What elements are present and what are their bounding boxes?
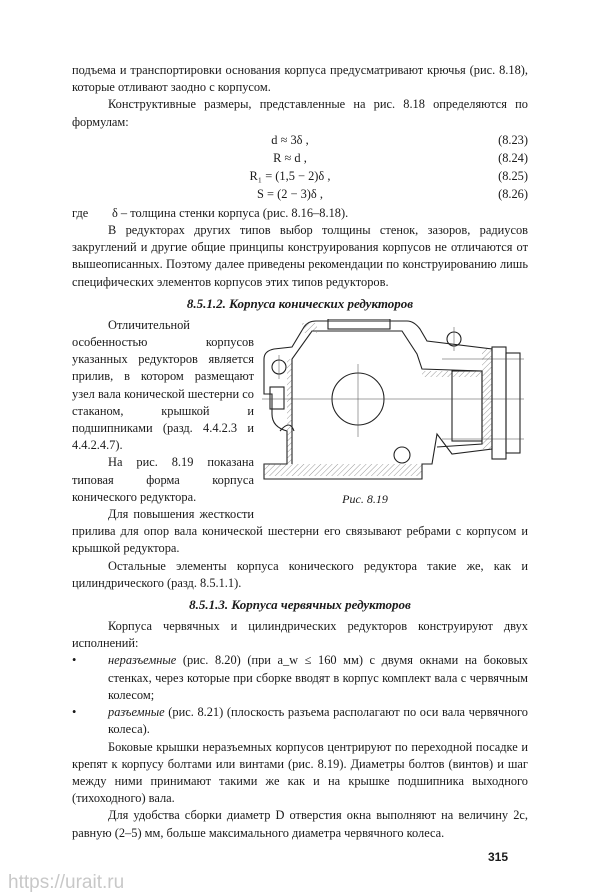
formula: R₁ = (1,5 − 2)δ , — [249, 169, 331, 184]
formula-row — [72, 150, 528, 168]
where-text: δ – толщина стенки корпуса (рис. 8.16–8.18). — [112, 205, 349, 220]
list-item — [72, 652, 528, 704]
formula-number: (8.24) — [498, 151, 528, 166]
bullet-icon: • — [72, 705, 77, 720]
formula: d ≈ 3δ , — [271, 133, 309, 148]
paragraph: Для удобства сборки диаметр D отверстия окна выполняют на величину 2c, равную (2–5) мм, больше максимального диаметра червячного колеса. — [72, 808, 528, 840]
paragraph: Для повышения жесткости прилива для опор вала конической шестерни его связывают ребрами с корпусом и крышкой редуктора. — [72, 507, 528, 556]
paragraph: подъема и транспортировки основания корпуса предусматривают крючья (рис. 8.18), которые отливают заодно с корпусом. — [72, 63, 528, 95]
bullet-icon: • — [72, 653, 77, 668]
formula-number: (8.25) — [498, 169, 528, 184]
paragraph: Остальные элементы корпуса конического редуктора такие же, как и цилиндрического (разд. 8.5.1.1). — [72, 558, 528, 590]
list-term: неразъемные — [108, 653, 177, 668]
list-term: разъемные — [108, 705, 165, 720]
watermark: https://urait.ru — [8, 872, 125, 893]
paragraph: В редукторах других типов выбор толщины стенок, зазоров, радиусов закруглений и другие общие принципы конструирования корпусов не отличаются от вышеописанных. Поэтому далее приведены рекомендации по конструированию лишь специфических элементов корпусов этих типов редукторов. — [72, 223, 528, 289]
gearbox-housing-drawing — [262, 319, 528, 491]
where-line — [72, 205, 528, 222]
section-heading: 8.5.1.3. Корпуса червячных редукторов — [189, 597, 411, 613]
paragraph: Отличительной особенностью корпусов указанных редукторов является прилив, в котором размещают узел вала конической шестерни со стаканом, крышкой и подшипниками (разд. 4.4.2.3 и 4.4.2.4.7). — [72, 317, 254, 453]
where-label: где — [72, 205, 89, 220]
figure-8-19 — [262, 319, 528, 507]
formula: S = (2 − 3)δ , — [257, 187, 323, 202]
section-heading: 8.5.1.2. Корпуса конических редукторов — [186, 295, 414, 311]
figure-caption: Рис. 8.19 — [342, 491, 388, 506]
paragraph: Боковые крышки неразъемных корпусов центрируют по переходной посадке и крепят к корпусу болтами или винтами (рис. 8.19). Диаметры болтов (винтов) и шаг между ними принимают такими же как и на крышке подшипника выходного (тихоходного) вала. — [72, 739, 528, 806]
formula-block — [72, 132, 528, 204]
formula-number: (8.23) — [498, 133, 528, 148]
page-body — [72, 62, 528, 842]
page-number: 315 — [488, 850, 509, 864]
paragraph: Корпуса червячных и цилиндрических редукторов конструируют двух исполнений: — [72, 619, 528, 651]
paragraph: На рис. 8.19 показана типовая форма корпуса конического редуктора. — [72, 455, 254, 504]
figure-section — [72, 317, 528, 558]
list-text: (рис. 8.20) (при a_w ≤ 160 мм) с двумя окнами на боковых стенках, через которые при сборке вводят в корпус комплект вала с червячным колесом; — [108, 653, 528, 702]
formula-number: (8.26) — [498, 187, 528, 202]
formula-row — [72, 168, 528, 186]
paragraph: Конструктивные размеры, представленные на рис. 8.18 определяются по формулам: — [72, 97, 528, 129]
bullet-list — [72, 652, 528, 738]
list-text: (рис. 8.21) (плоскость разъема располагают по оси вала червячного колеса). — [108, 705, 528, 737]
formula: R ≈ d , — [273, 151, 307, 166]
list-item — [72, 704, 528, 738]
formula-row — [72, 132, 528, 150]
formula-row — [72, 186, 528, 204]
